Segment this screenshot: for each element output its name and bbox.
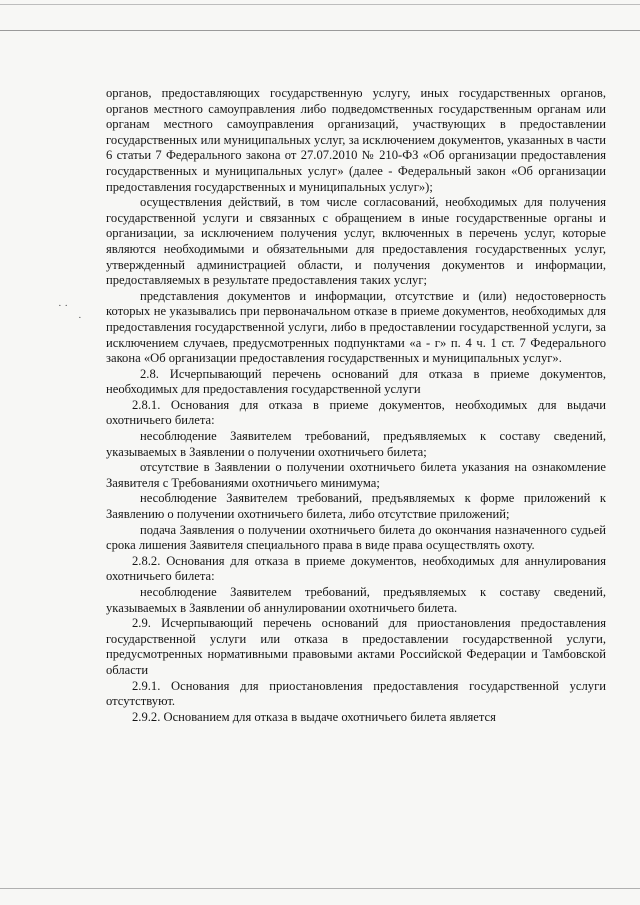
document-page (106, 86, 606, 725)
paragraph: органов, предоставляющих государственную услугу, иных государственных органов, органов местного самоуправления либо подведомственных государственным органам или органам местного самоуправления организаций, участвующих в предоставлении государственных или муниципальных услуг, за исключением документов, указанных в части 6 статьи 7 Федерального закона от 27.07.2010 № 210-ФЗ «Об организации предоставления государственных и муниципальных услуг» (далее - Федеральный закон «Об организации предоставления государственных и муниципальных услуг»); (106, 86, 606, 194)
paragraph: несоблюдение Заявителем требований, предъявляемых к форме приложений к Заявлению о получении охотничьего билета, либо отсутствие приложений; (106, 491, 606, 522)
paragraph: представления документов и информации, отсутствие и (или) недостоверность которых не указывались при первоначальном отказе в приеме документов, необходимых для предоставления государственной услуги, либо в предоставлении государственной услуги, за исключением случаев, предусмотренных подпунктами «а - г» п. 4 ч. 1 ст. 7 Федерального закона «Об организации предоставления государственных и муниципальных услуг». (106, 288, 606, 366)
paragraph: отсутствие в Заявлении о получении охотничьего билета указания на ознакомление Заявителя с Требованиями охотничьего минимума; (106, 460, 606, 490)
scan-speck: · (78, 312, 82, 324)
paragraph: несоблюдение Заявителем требований, предъявляемых к составу сведений, указываемых в Заявлении об аннулировании охотничьего билета. (106, 585, 606, 615)
scan-speck: · · (58, 300, 69, 312)
scan-edge-top (0, 4, 640, 5)
subsection-heading: 2.8.2. Основания для отказа в приеме документов, необходимых для аннулирования охотничьего билета: (106, 553, 606, 584)
paragraph: осуществления действий, в том числе согласований, необходимых для получения государственной услуги и связанных с обращением в иные государственные органы и организации, за исключением получения услуг, включенных в перечень услуг, которые являются необходимыми и обязательными для предоставления государственных услуг, утвержденный администрацией области, и получения документов и информации, предоставляемых в результате предоставления таких услуг; (106, 195, 606, 288)
subsection-heading: 2.8.1. Основания для отказа в приеме документов, необходимых для выдачи охотничьего билета: (106, 397, 606, 428)
section-heading: 2.9. Исчерпывающий перечень оснований для приостановления предоставления государственной услуги или отказа в предоставлении государственной услуги, предусмотренных нормативными правовыми актами Российской Федерации и Тамбовской области (106, 616, 606, 677)
subsection-heading: 2.9.1. Основания для приостановления предоставления государственной услуги отсутствуют. (106, 678, 606, 709)
paragraph: несоблюдение Заявителем требований, предъявляемых к составу сведений, указываемых в Заявлении о получении охотничьего билета; (106, 429, 606, 459)
scan-line-bottom (0, 888, 640, 889)
section-heading: 2.8. Исчерпывающий перечень оснований для отказа в приеме документов, необходимых для предоставления государственной услуги (106, 366, 606, 397)
scan-line-top (0, 30, 640, 31)
paragraph: подача Заявления о получении охотничьего билета до окончания назначенного судьей срока лишения Заявителя специального права в виде права осуществлять охоту. (106, 522, 606, 553)
subsection-heading: 2.9.2. Основанием для отказа в выдаче охотничьего билета является (132, 709, 496, 724)
